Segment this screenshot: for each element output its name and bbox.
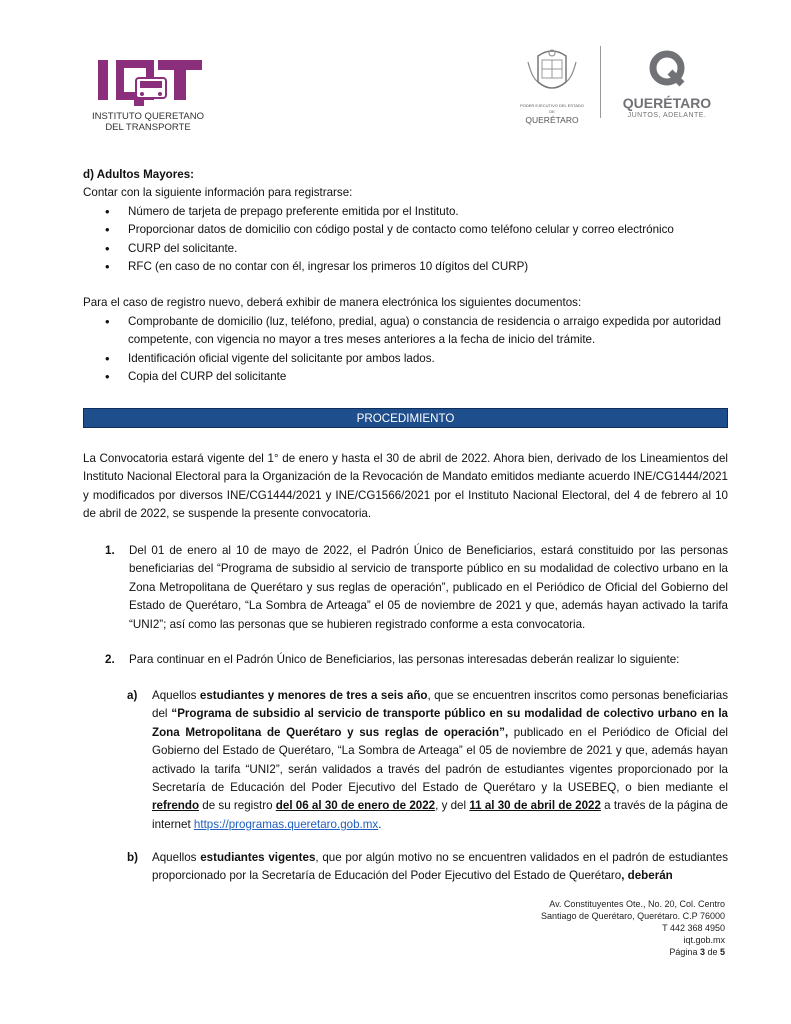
subitem-b-bold-part: estudiantes vigentes [200,851,316,864]
subitem-a-label: a) [127,689,138,702]
queretaro-small-label: QUERÉTARO [525,115,579,125]
subitem-a-text-part: , y del [435,799,470,813]
subitem-a-text-part: a través de la página de internet [152,799,729,831]
list-item: • Identificación oficial vigente del solicitante por ambos lados. [83,350,728,368]
subitem-a-text-part: . [378,817,382,831]
subitem-a-text-part: de su registro [199,799,276,813]
list-item: • Comprobante de domicilio (luz, teléfono, predial, agua) o constancia de residencia o arraigo expedida por autoridad competente, con vigencia no mayor a tres meses anteriores a la fecha de inicio del trámite. [83,313,728,350]
header-divider [600,46,601,118]
iqt-name-line2: DEL TRANSPORTE [105,122,191,133]
page-indicator [450,946,725,958]
state-coat-of-arms [520,48,584,125]
iqt-name-line1: INSTITUTO QUERETANO [91,111,205,122]
section-d [83,166,728,386]
list-item: • Copia del CURP del solicitante [83,368,728,386]
list-item: • RFC (en caso de no contar con él, ingresar los primeros 10 dígitos del CURP) [83,258,728,276]
page-mid: de [704,947,720,957]
section-d-title: d) Adultos Mayores: [83,168,195,181]
footer-website: iqt.gob.mx [683,935,725,945]
item-1-text: Del 01 de enero al 10 de mayo de 2022, el Padrón Único de Beneficiarios, estará constituido por las personas beneficiarias del “Programa de subsidio al servicio de transporte público en su modalidad de colectivo urbano en la Zona Metropolitana de Querétaro y sus reglas de operación”, publicado en el Periódico de Oficial del Gobierno del Estado de Querétaro, “La Sombra de Arteaga” el 05 de noviembre de 2021 y que, además hayan activado la tarifa “UNI2”; así como las personas que se hubieren registrado conforme a esta convocatoria. [129,544,728,631]
footer-phone: T 442 368 4950 [662,923,725,933]
page-total: 5 [719,947,725,957]
procedimiento-heading: PROCEDIMIENTO [356,412,455,425]
subitem-b-text-part: Aquellos [152,851,201,864]
documents-intro: Para el caso de registro nuevo, deberá exhibir de manera electrónica los siguientes documentos: [83,296,582,310]
list-item: • Proporcionar datos de domicilio con código postal y de contacto como teléfono celular y correo electrónico [83,221,728,239]
item-2 [83,651,728,669]
procedimiento-heading-bar [83,408,728,428]
iqt-logo [88,56,208,133]
iqt-logo-mark [88,56,208,108]
poder-ejecutivo-label: PODER EJECUTIVO DEL ESTADO DE [520,103,584,114]
item-1-number: 1. [105,544,115,557]
subitem-a-bold-part: estudiantes y menores de tres a seis año [199,689,428,702]
page-current: 3 [699,947,705,957]
footer-address [450,898,725,958]
section-d-intro: Contar con la siguiente información para registrarse: [83,186,353,200]
subitem-a-text-part: , que se encuentren inscritos como personas beneficiarias del [152,689,728,721]
documents-list [83,313,728,387]
subitem-b-label: b) [127,851,138,864]
subitem-a-text-part: Aquellos [152,689,200,702]
subitem-a-underlined-part: refrendo [152,799,200,813]
subitem-b [83,849,728,886]
footer-line-1: Av. Constituyentes Ote., No. 20, Col. Centro [549,899,725,909]
page-prefix: Página [669,947,700,957]
item-2-text: Para continuar en el Padrón Único de Beneficiarios, las personas interesadas deberán realizar lo siguiente: [129,653,680,666]
list-item: • Número de tarjeta de prepago preferente emitida por el Instituto. [83,203,728,221]
requirements-list [83,203,728,277]
subitem-a-bold-part: “Programa de subsidio al servicio de transporte público en su modalidad de colectivo urbano en la Zona Metropolitana de Querétaro y sus reglas de operación”, [152,707,728,739]
queretaro-logo [612,48,722,120]
footer-line-2: Santiago de Querétaro, Querétaro. C.P 76000 [541,911,725,921]
procedimiento-paragraph: La Convocatoria estará vigente del 1° de enero y hasta el 30 de abril de 2022. Ahora bien, derivado de los Lineamientos del Instituto Nacional Electoral para la Organización de la Revocación de Mandato emitidos mediante acuerdo INE/CG1444/2021 y modificados por diversos INE/CG1444/2021 y INE/CG1566/2021 por el Instituto Nacional Electoral, del 4 de febrero al 10 de abril de 2022, se suspende la presente convocatoria. [83,452,728,521]
subitem-a-text-part: publicado en el Periódico de Oficial del Gobierno del Estado de Querétaro, “La Sombra de Arteaga” el 05 de noviembre de 2021 y que, además hayan activado la tarifa “UNI2”, serán validados a través del padrón de estudiantes vigentes proporcionado por la Secretaría de Educación del Poder Ejecutivo del Estado de Querétaro y la USEBEQ, o bien mediante el [152,725,729,795]
subitem-b-text-part: , que por algún motivo no se encuentren validados en el padrón de estudiantes proporcionado por la Secretaría de Educación del Poder Ejecutivo del Estado de Querétaro [152,851,728,883]
subitem-a-underlined-part: del 06 al 30 de enero de 2022 [275,799,436,813]
queretaro-q-icon [612,48,722,90]
list-item: • CURP del solicitante. [83,240,728,258]
programas-link[interactable]: https://programas.queretaro.gob.mx [193,817,379,831]
subitem-b-text [152,849,728,886]
item-2-number: 2. [105,653,115,666]
coat-of-arms-icon [520,48,584,98]
slogan-label: JUNTOS, ADELANTE. [627,112,707,119]
subitem-a-text [152,687,728,834]
subitem-b-bold-part: , deberán [621,869,673,883]
subitem-a [83,687,728,834]
subitem-a-underlined-part: 11 al 30 de abril de 2022 [469,799,601,813]
queretaro-big-label: QUERÉTARO [622,95,712,111]
item-1 [83,542,728,634]
